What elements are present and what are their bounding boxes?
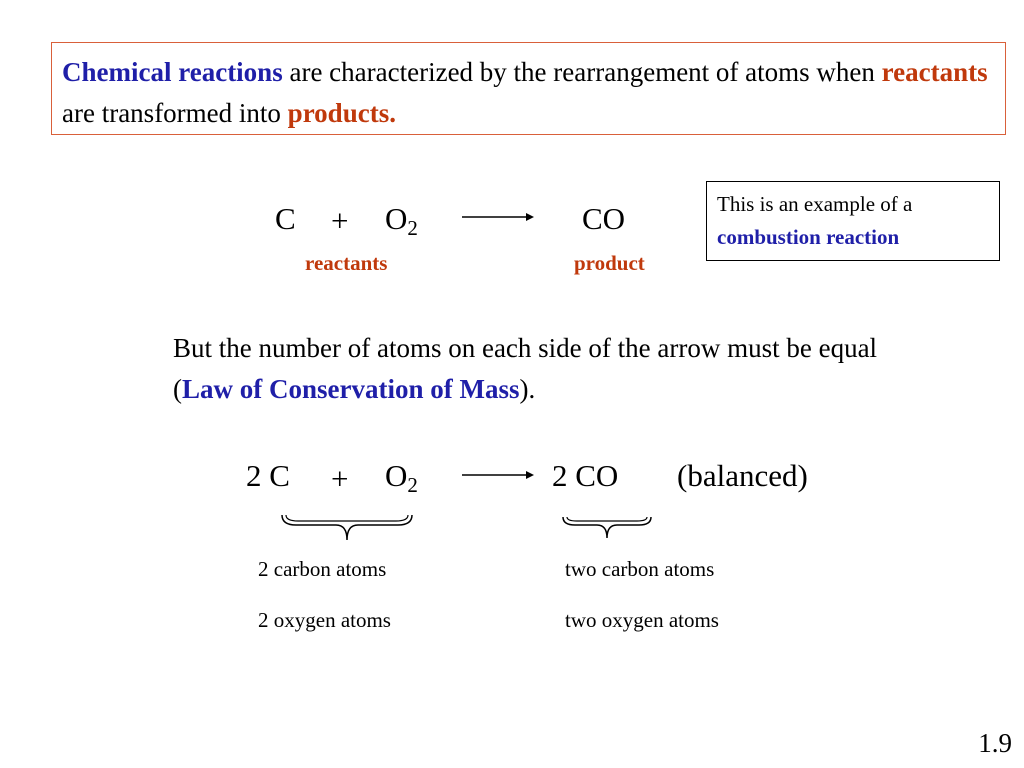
chemical-reactions-term: Chemical reactions: [62, 57, 283, 87]
reactants-term: reactants: [881, 57, 988, 87]
left-oxygen-count: 2 oxygen atoms: [258, 608, 391, 632]
law-text-part2: ).: [519, 374, 536, 404]
law-text: [173, 328, 893, 410]
intro-text-part1: are characterized by the rearrangement of atoms when: [282, 57, 882, 87]
eq2-arrow-icon: [462, 469, 534, 481]
example-text: [717, 188, 912, 254]
eq1-carbon: C: [275, 201, 296, 236]
eq2-oxygen-symbol: O: [385, 458, 408, 493]
combustion-reaction-term: combustion reaction: [717, 225, 900, 249]
right-oxygen-count: two oxygen atoms: [565, 608, 719, 632]
law-text-part1: But the number of atoms on each side of the arrow must be equal (: [173, 333, 878, 404]
eq2-plus: +: [331, 461, 349, 496]
reactants-brace-icon: [278, 513, 416, 543]
eq1-plus: +: [331, 203, 349, 238]
eq2-oxygen-subscript: 2: [407, 473, 418, 497]
products-term: products.: [287, 98, 396, 128]
product-label: product: [574, 251, 645, 275]
left-carbon-count: 2 carbon atoms: [258, 557, 387, 581]
product-brace-icon: [559, 515, 655, 541]
intro-text-part2: are transformed into: [62, 98, 288, 128]
eq1-oxygen-symbol: O: [385, 201, 408, 236]
eq2-oxygen: [385, 458, 418, 497]
eq1-oxygen: [385, 201, 418, 240]
eq1-arrow-icon: [462, 211, 534, 223]
example-line1: This is an example of a: [717, 192, 913, 216]
eq1-oxygen-subscript: 2: [407, 216, 418, 240]
reactants-label: reactants: [305, 251, 388, 275]
law-name: Law of Conservation of Mass: [182, 374, 520, 404]
eq2-carbon: 2 C: [246, 458, 290, 493]
right-carbon-count: two carbon atoms: [565, 557, 715, 581]
eq2-product: 2 CO: [552, 458, 619, 493]
eq1-product: CO: [582, 201, 626, 236]
page-number: 1.9: [978, 728, 1012, 758]
balanced-note: (balanced): [677, 458, 808, 493]
intro-text: [62, 52, 997, 134]
